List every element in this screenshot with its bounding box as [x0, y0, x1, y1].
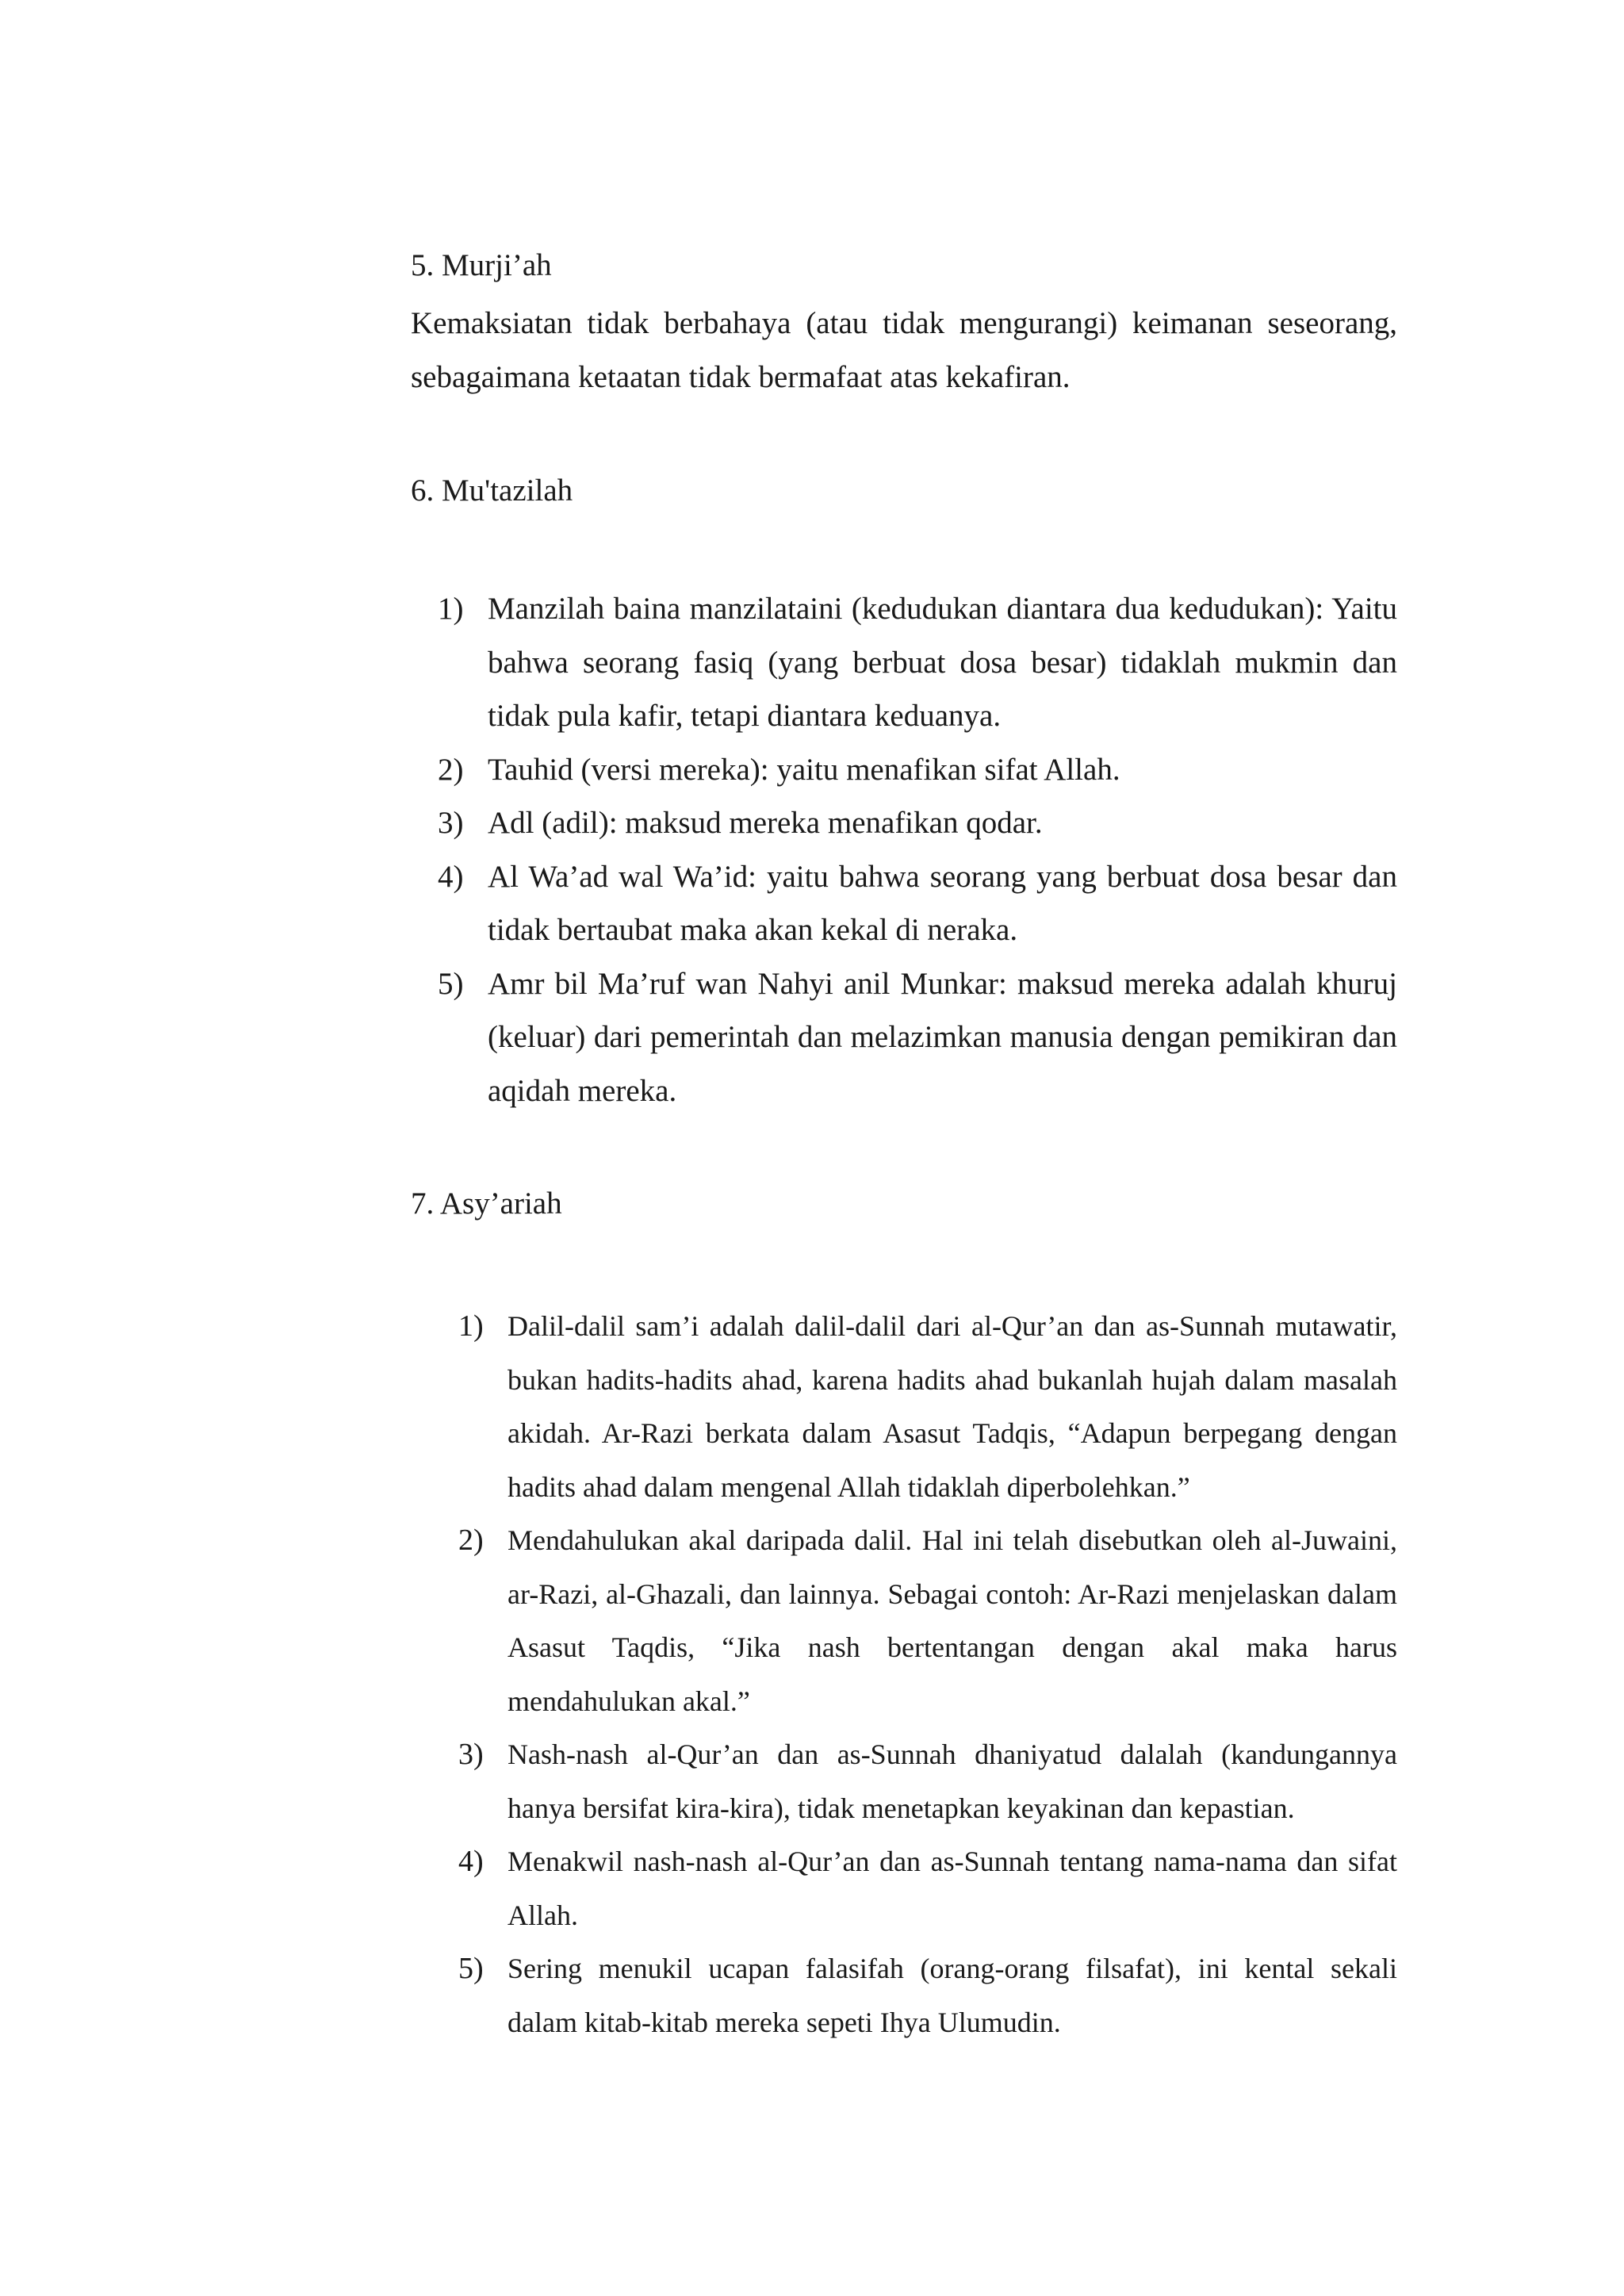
list-item-text: Manzilah baina manzilataini (kedudukan diantara dua kedudukan): Yaitu bahwa seorang fasiq (yang berbuat dosa besar) tidaklah mukmin dan tidak pula kafir, tetapi diantara keduanya.: [488, 592, 1397, 733]
section-5-heading: 5. Murji’ah: [411, 248, 552, 282]
list-item-text: Al Wa’ad wal Wa’id: yaitu bahwa seorang yang berbuat dosa besar dan tidak bertaubat maka akan kekal di neraka.: [488, 859, 1397, 947]
list-item-number: 1): [458, 1309, 484, 1343]
list-item-text: Mendahulukan akal daripada dalil. Hal ini telah disebutkan oleh al-Juwaini, ar-Razi, al-Ghazali, dan lainnya. Sebagai contoh: Ar-Razi menjelaskan dalam Asasut Taqdis, “Jika nash bertentangan dengan akal maka harus mendahulukan akal.”: [508, 1524, 1397, 1717]
section-6-heading: 6. Mu'tazilah: [411, 473, 573, 508]
list-item: [411, 582, 1397, 743]
list-item-text: Nash-nash al-Qur’an dan as-Sunnah dhaniyatud dalalah (kandungannya hanya bersifat kira-kira), tidak menetapkan keyakinan dan kepastian.: [508, 1738, 1397, 1824]
list-item: [411, 1300, 1397, 1514]
list-item-text: Adl (adil): maksud mereka menafikan qodar.: [488, 806, 1043, 840]
list-item-number: 2): [458, 1524, 484, 1557]
list-item-number: 3): [458, 1738, 484, 1771]
section-7-list: [411, 1300, 1397, 2049]
list-item: [411, 743, 1397, 797]
list-item-text: Tauhid (versi mereka): yaitu menafikan sifat Allah.: [488, 752, 1120, 787]
list-item-number: 5): [458, 1952, 484, 1985]
list-item: [411, 1942, 1397, 2049]
list-item-text: Amr bil Ma’ruf wan Nahyi anil Munkar: maksud mereka adalah khuruj (keluar) dari pemerintah dan melazimkan manusia dengan pemikiran dan aqidah mereka.: [488, 966, 1397, 1108]
section-6-list: [411, 582, 1397, 1117]
document-page: [411, 246, 1397, 2049]
list-item: [411, 1835, 1397, 1942]
list-item-number: 2): [438, 752, 464, 787]
list-item-number: 5): [438, 966, 464, 1001]
list-item: [411, 796, 1397, 850]
list-item: [411, 957, 1397, 1118]
section-5-paragraph: Kemaksiatan tidak berbahaya (atau tidak mengurangi) keimanan seseorang, sebagaimana ketaatan tidak bermafaat atas kekafiran.: [411, 306, 1397, 394]
section-7-heading: 7. Asy’ariah: [411, 1186, 562, 1221]
list-item-number: 1): [438, 592, 464, 626]
list-item-text: Menakwil nash-nash al-Qur’an dan as-Sunnah tentang nama-nama dan sifat Allah.: [508, 1846, 1397, 1931]
list-item-text: Dalil-dalil sam’i adalah dalil-dalil dari al-Qur’an dan as-Sunnah mutawatir, bukan hadits-hadits ahad, karena hadits ahad bukanlah hujah dalam masalah akidah. Ar-Razi berkata dalam Asasut Tadqis, “Adapun berpegang dengan hadits ahad dalam mengenal Allah tidaklah diperbolehkan.”: [508, 1310, 1397, 1503]
list-item-text: Sering menukil ucapan falasifah (orang-orang filsafat), ini kental sekali dalam kitab-kitab mereka sepeti Ihya Ulumudin.: [508, 1953, 1397, 2038]
list-item: [411, 850, 1397, 957]
list-item-number: 4): [458, 1845, 484, 1878]
list-item-number: 4): [438, 859, 464, 894]
list-item: [411, 1514, 1397, 1728]
list-item: [411, 1728, 1397, 1835]
list-item-number: 3): [438, 806, 464, 840]
